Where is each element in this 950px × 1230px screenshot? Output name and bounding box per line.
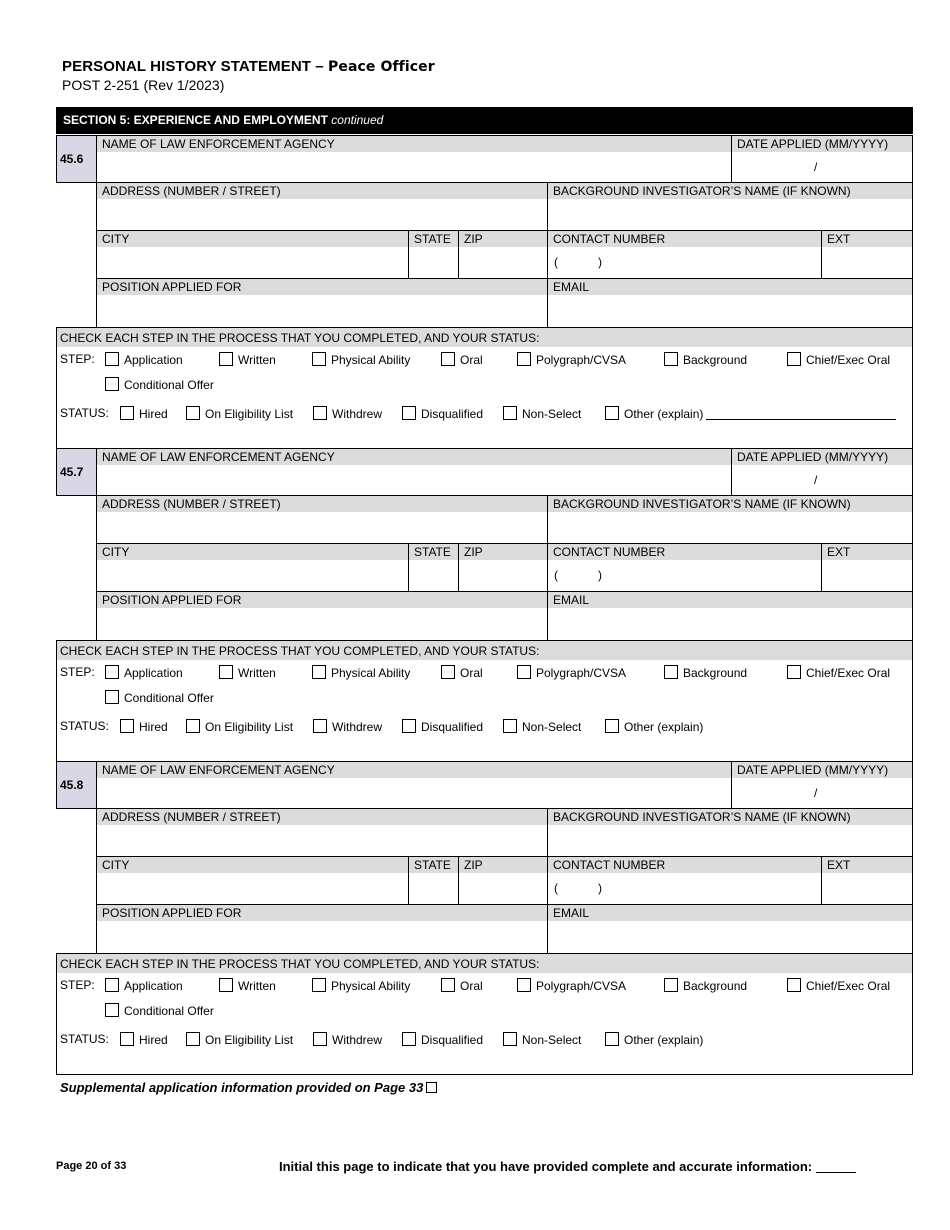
- position-label: POSITION APPLIED FOR: [97, 279, 547, 295]
- zip-field[interactable]: [458, 543, 548, 592]
- address-label: ADDRESS (NUMBER / STREET): [97, 809, 547, 825]
- checkbox-icon: [503, 1032, 517, 1046]
- state-field[interactable]: [408, 856, 459, 905]
- area-code-parens: ( ): [554, 568, 602, 582]
- investigator-field[interactable]: [547, 495, 913, 544]
- check-steps-label: CHECK EACH STEP IN THE PROCESS THAT YOU COMPLETED, AND YOUR STATUS:: [57, 641, 912, 660]
- checkbox-icon: [402, 406, 416, 420]
- step-application-checkbox[interactable]: Application: [105, 978, 183, 993]
- status-disqualified-checkbox[interactable]: Disqualified: [402, 406, 483, 421]
- checkbox-icon: [517, 665, 531, 679]
- status-row: [57, 1032, 914, 1052]
- step-conditional-offer-checkbox[interactable]: Conditional Offer: [105, 1003, 214, 1018]
- checkbox-icon: [441, 978, 455, 992]
- checkbox-icon: [105, 377, 119, 391]
- zip-label: ZIP: [459, 857, 547, 873]
- status-row: [57, 406, 914, 426]
- status-row: [57, 719, 914, 739]
- status-disqualified-checkbox[interactable]: Disqualified: [402, 719, 483, 734]
- investigator-label: BACKGROUND INVESTIGATOR’S NAME (IF KNOWN): [548, 809, 912, 825]
- process-status-box: [56, 640, 913, 762]
- checkbox-icon: [441, 352, 455, 366]
- contact-number-field[interactable]: [547, 856, 822, 905]
- entry-number: 45.7: [56, 448, 97, 496]
- agency-name-label: NAME OF LAW ENFORCEMENT AGENCY: [97, 762, 731, 778]
- entry-number: 45.6: [56, 135, 97, 183]
- status-non-select-checkbox[interactable]: Non-Select: [503, 719, 581, 734]
- contact-number-label: CONTACT NUMBER: [548, 544, 821, 560]
- date-separator: /: [814, 473, 818, 487]
- city-field[interactable]: [96, 543, 409, 592]
- state-label: STATE: [409, 544, 458, 560]
- checkbox-icon: [105, 665, 119, 679]
- address-field[interactable]: [96, 495, 548, 544]
- ext-label: EXT: [822, 857, 912, 873]
- agency-name-label: NAME OF LAW ENFORCEMENT AGENCY: [97, 449, 731, 465]
- zip-label: ZIP: [459, 231, 547, 247]
- checkbox-icon: [219, 352, 233, 366]
- step-label: STEP:: [60, 352, 95, 366]
- city-label: CITY: [97, 857, 408, 873]
- step-conditional-offer-checkbox[interactable]: Conditional Offer: [105, 690, 214, 705]
- date-applied-field[interactable]: [731, 448, 913, 496]
- zip-label: ZIP: [459, 544, 547, 560]
- ext-field[interactable]: [821, 230, 913, 279]
- form-title: PERSONAL HISTORY STATEMENT – Peace Officer: [62, 58, 435, 75]
- area-code-parens: ( ): [554, 881, 602, 895]
- area-code-parens: ( ): [554, 255, 602, 269]
- checkbox-icon: [105, 978, 119, 992]
- date-applied-field[interactable]: [731, 135, 913, 183]
- zip-field[interactable]: [458, 230, 548, 279]
- checkbox-icon: [664, 665, 678, 679]
- step-application-checkbox[interactable]: Application: [105, 665, 183, 680]
- step-oral-checkbox[interactable]: Oral: [441, 978, 483, 993]
- process-status-box: [56, 953, 913, 1075]
- checkbox-icon: [313, 719, 327, 733]
- step-row-2: [57, 1003, 914, 1023]
- agency-name-field[interactable]: [96, 761, 732, 809]
- checkbox-icon: [441, 665, 455, 679]
- entry-45-7: [56, 448, 913, 762]
- status-non-select-checkbox[interactable]: Non-Select: [503, 406, 581, 421]
- address-label: ADDRESS (NUMBER / STREET): [97, 496, 547, 512]
- checkbox-icon: [186, 1032, 200, 1046]
- status-eligibility-list-checkbox[interactable]: On Eligibility List: [186, 1032, 293, 1047]
- checkbox-icon: [120, 1032, 134, 1046]
- checkbox-icon: [605, 1032, 619, 1046]
- checkbox-icon: [503, 719, 517, 733]
- ext-field[interactable]: [821, 543, 913, 592]
- status-label: STATUS:: [60, 406, 109, 420]
- step-conditional-offer-checkbox[interactable]: Conditional Offer: [105, 377, 214, 392]
- checkbox-icon: [105, 352, 119, 366]
- checkbox-icon: [120, 719, 134, 733]
- date-applied-field[interactable]: [731, 761, 913, 809]
- position-label: POSITION APPLIED FOR: [97, 592, 547, 608]
- step-written-checkbox[interactable]: Written: [219, 665, 276, 680]
- agency-details-grid: [96, 135, 913, 327]
- page-number: Page 20 of 33: [56, 1160, 127, 1172]
- checkbox-icon: [120, 406, 134, 420]
- step-written-checkbox[interactable]: Written: [219, 978, 276, 993]
- step-written-checkbox[interactable]: Written: [219, 352, 276, 367]
- ext-field[interactable]: [821, 856, 913, 905]
- checkbox-icon: [787, 352, 801, 366]
- status-other-checkbox[interactable]: Other (explain): [605, 1032, 703, 1047]
- state-label: STATE: [409, 231, 458, 247]
- checkbox-icon: [312, 352, 326, 366]
- position-field[interactable]: [96, 904, 548, 954]
- date-separator: /: [814, 160, 818, 174]
- step-background-checkbox[interactable]: Background: [664, 665, 747, 680]
- status-other-checkbox[interactable]: Other (explain): [605, 719, 703, 734]
- step-row: [57, 978, 914, 998]
- supplemental-checkbox-icon[interactable]: [426, 1082, 437, 1093]
- checkbox-icon: [402, 1032, 416, 1046]
- email-field[interactable]: [547, 591, 913, 641]
- entry-45-6: [56, 135, 913, 449]
- checkbox-icon: [105, 1003, 119, 1017]
- position-field[interactable]: [96, 591, 548, 641]
- agency-name-label: NAME OF LAW ENFORCEMENT AGENCY: [97, 136, 731, 152]
- address-field[interactable]: [96, 182, 548, 231]
- step-physical-ability-checkbox[interactable]: Physical Ability: [312, 978, 410, 993]
- ext-label: EXT: [822, 544, 912, 560]
- ext-label: EXT: [822, 231, 912, 247]
- date-applied-label: DATE APPLIED (MM/YYYY): [732, 449, 912, 465]
- checkbox-icon: [186, 719, 200, 733]
- investigator-label: BACKGROUND INVESTIGATOR’S NAME (IF KNOWN): [548, 496, 912, 512]
- step-label: STEP:: [60, 978, 95, 992]
- position-field[interactable]: [96, 278, 548, 328]
- status-disqualified-checkbox[interactable]: Disqualified: [402, 1032, 483, 1047]
- explain-line-overflow[interactable]: [60, 1074, 246, 1075]
- state-field[interactable]: [408, 230, 459, 279]
- checkbox-icon: [787, 665, 801, 679]
- status-eligibility-list-checkbox[interactable]: On Eligibility List: [186, 406, 293, 421]
- step-row: [57, 352, 914, 372]
- initial-blank[interactable]: [816, 1161, 856, 1173]
- state-field[interactable]: [408, 543, 459, 592]
- checkbox-icon: [313, 406, 327, 420]
- status-hired-checkbox[interactable]: Hired: [120, 719, 168, 734]
- step-background-checkbox[interactable]: Background: [664, 978, 747, 993]
- address-field[interactable]: [96, 808, 548, 857]
- step-polygraph-checkbox[interactable]: Polygraph/CVSA: [517, 352, 626, 367]
- checkbox-icon: [503, 406, 517, 420]
- form-header: [62, 58, 435, 93]
- status-other-checkbox[interactable]: Other (explain): [605, 406, 896, 421]
- investigator-field[interactable]: [547, 182, 913, 231]
- checkbox-icon: [605, 406, 619, 420]
- checkbox-icon: [219, 665, 233, 679]
- check-steps-label: CHECK EACH STEP IN THE PROCESS THAT YOU COMPLETED, AND YOUR STATUS:: [57, 954, 912, 973]
- check-steps-label: CHECK EACH STEP IN THE PROCESS THAT YOU COMPLETED, AND YOUR STATUS:: [57, 328, 912, 347]
- contact-number-field[interactable]: [547, 230, 822, 279]
- date-applied-label: DATE APPLIED (MM/YYYY): [732, 762, 912, 778]
- checkbox-icon: [186, 406, 200, 420]
- status-withdrew-checkbox[interactable]: Withdrew: [313, 719, 382, 734]
- checkbox-icon: [664, 352, 678, 366]
- status-label: STATUS:: [60, 719, 109, 733]
- other-explain-line[interactable]: [706, 408, 896, 420]
- address-label: ADDRESS (NUMBER / STREET): [97, 183, 547, 199]
- step-polygraph-checkbox[interactable]: Polygraph/CVSA: [517, 978, 626, 993]
- status-withdrew-checkbox[interactable]: Withdrew: [313, 1032, 382, 1047]
- checkbox-icon: [664, 978, 678, 992]
- email-label: EMAIL: [548, 592, 912, 608]
- email-field[interactable]: [547, 904, 913, 954]
- agency-name-field[interactable]: [96, 448, 732, 496]
- step-application-checkbox[interactable]: Application: [105, 352, 183, 367]
- step-polygraph-checkbox[interactable]: Polygraph/CVSA: [517, 665, 626, 680]
- date-separator: /: [814, 786, 818, 800]
- contact-number-label: CONTACT NUMBER: [548, 857, 821, 873]
- agency-details-grid: [96, 448, 913, 640]
- state-label: STATE: [409, 857, 458, 873]
- entry-number: 45.8: [56, 761, 97, 809]
- city-label: CITY: [97, 544, 408, 560]
- status-eligibility-list-checkbox[interactable]: On Eligibility List: [186, 719, 293, 734]
- agency-details-grid: [96, 761, 913, 953]
- checkbox-icon: [605, 719, 619, 733]
- city-label: CITY: [97, 231, 408, 247]
- step-chief-exec-oral-checkbox[interactable]: Chief/Exec Oral: [787, 352, 890, 367]
- step-physical-ability-checkbox[interactable]: Physical Ability: [312, 352, 410, 367]
- status-withdrew-checkbox[interactable]: Withdrew: [313, 406, 382, 421]
- step-row: [57, 665, 914, 685]
- email-field[interactable]: [547, 278, 913, 328]
- step-oral-checkbox[interactable]: Oral: [441, 352, 483, 367]
- step-background-checkbox[interactable]: Background: [664, 352, 747, 367]
- step-row-2: [57, 377, 914, 397]
- checkbox-icon: [402, 719, 416, 733]
- zip-field[interactable]: [458, 856, 548, 905]
- checkbox-icon: [219, 978, 233, 992]
- status-hired-checkbox[interactable]: Hired: [120, 406, 168, 421]
- form-number: POST 2-251 (Rev 1/2023): [62, 77, 225, 93]
- checkbox-icon: [517, 352, 531, 366]
- email-label: EMAIL: [548, 905, 912, 921]
- status-hired-checkbox[interactable]: Hired: [120, 1032, 168, 1047]
- email-label: EMAIL: [548, 279, 912, 295]
- investigator-label: BACKGROUND INVESTIGATOR’S NAME (IF KNOWN): [548, 183, 912, 199]
- checkbox-icon: [312, 665, 326, 679]
- step-chief-exec-oral-checkbox[interactable]: Chief/Exec Oral: [787, 665, 890, 680]
- step-physical-ability-checkbox[interactable]: Physical Ability: [312, 665, 410, 680]
- supplemental-note: Supplemental application information provided on Page 33: [60, 1080, 437, 1095]
- city-field[interactable]: [96, 230, 409, 279]
- checkbox-icon: [105, 690, 119, 704]
- checkbox-icon: [313, 1032, 327, 1046]
- step-oral-checkbox[interactable]: Oral: [441, 665, 483, 680]
- section-title-bar: SECTION 5: EXPERIENCE AND EMPLOYMENT continued: [56, 107, 913, 134]
- date-applied-label: DATE APPLIED (MM/YYYY): [732, 136, 912, 152]
- status-label: STATUS:: [60, 1032, 109, 1046]
- step-chief-exec-oral-checkbox[interactable]: Chief/Exec Oral: [787, 978, 890, 993]
- checkbox-icon: [517, 978, 531, 992]
- position-label: POSITION APPLIED FOR: [97, 905, 547, 921]
- checkbox-icon: [312, 978, 326, 992]
- contact-number-field[interactable]: [547, 543, 822, 592]
- process-status-box: [56, 327, 913, 449]
- entry-45-8: [56, 761, 913, 1075]
- checkbox-icon: [787, 978, 801, 992]
- agency-name-field[interactable]: [96, 135, 732, 183]
- initial-statement: Initial this page to indicate that you have provided complete and accurate information:: [279, 1159, 856, 1174]
- step-label: STEP:: [60, 665, 95, 679]
- investigator-field[interactable]: [547, 808, 913, 857]
- step-row-2: [57, 690, 914, 710]
- city-field[interactable]: [96, 856, 409, 905]
- status-non-select-checkbox[interactable]: Non-Select: [503, 1032, 581, 1047]
- contact-number-label: CONTACT NUMBER: [548, 231, 821, 247]
